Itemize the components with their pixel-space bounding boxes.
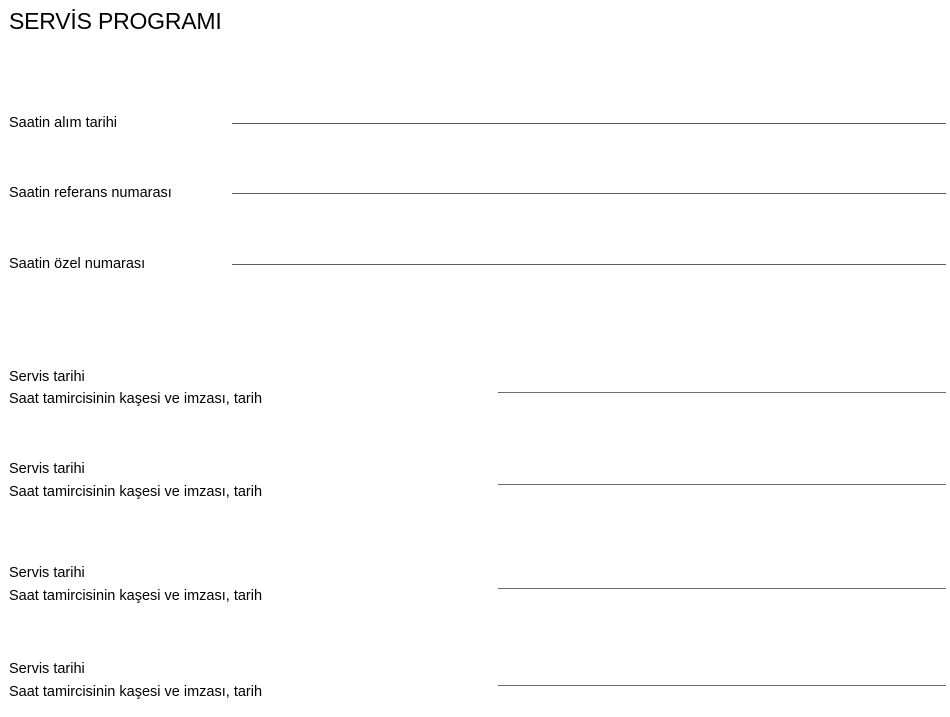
service-date-label: Servis tarihi xyxy=(9,565,85,581)
serial-number-line[interactable] xyxy=(232,264,946,265)
service-signature-line[interactable] xyxy=(498,392,946,393)
serial-number-label: Saatin özel numarası xyxy=(9,256,146,272)
service-signature-line[interactable] xyxy=(498,484,946,485)
reference-number-label: Saatin referans numarası xyxy=(9,185,172,201)
stamp-signature-label: Saat tamircisinin kaşesi ve imzası, tarih xyxy=(9,484,263,500)
service-signature-line[interactable] xyxy=(498,685,946,686)
stamp-signature-label: Saat tamircisinin kaşesi ve imzası, tarih xyxy=(9,588,263,604)
page-title: SERVİS PROGRAMI xyxy=(9,8,222,34)
reference-number-line[interactable] xyxy=(232,193,946,194)
service-date-label: Servis tarihi xyxy=(9,461,85,477)
service-signature-line[interactable] xyxy=(498,588,946,589)
stamp-signature-label: Saat tamircisinin kaşesi ve imzası, tarih xyxy=(9,684,263,700)
service-date-label: Servis tarihi xyxy=(9,369,85,385)
stamp-signature-label: Saat tamircisinin kaşesi ve imzası, tarih xyxy=(9,391,263,407)
service-date-label: Servis tarihi xyxy=(9,661,85,677)
purchase-date-line[interactable] xyxy=(232,123,946,124)
purchase-date-label: Saatin alım tarihi xyxy=(9,115,117,131)
